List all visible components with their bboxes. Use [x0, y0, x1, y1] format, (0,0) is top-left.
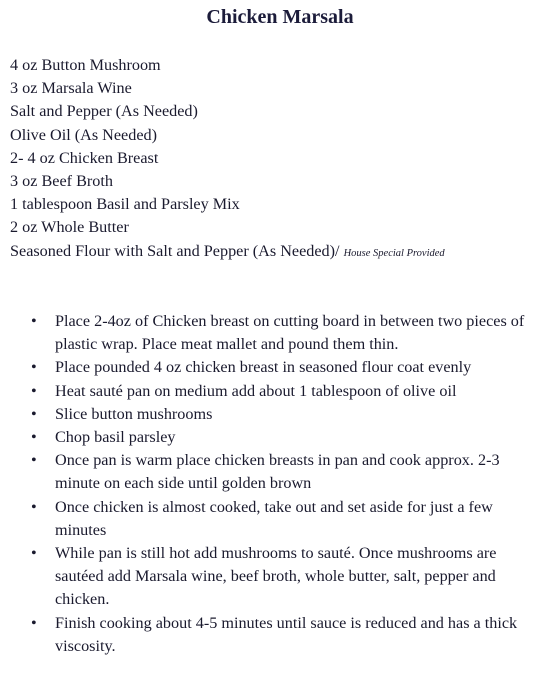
step-item: [31, 403, 541, 426]
ingredient-item: Olive Oil (As Needed): [10, 125, 157, 144]
step-item: [31, 380, 541, 403]
ingredient-item: 2 oz Whole Butter: [10, 218, 129, 237]
step-item: [31, 310, 541, 356]
step-item: [31, 449, 541, 495]
ingredient-item: 3 oz Beef Broth: [10, 172, 113, 191]
step-item: [31, 542, 541, 612]
step-text: Once chicken is almost cooked, take out and set aside for just a few minutes: [55, 497, 493, 539]
bullet-icon: •: [31, 381, 37, 400]
ingredient-item: 2- 4 oz Chicken Breast: [10, 148, 159, 167]
bullet-icon: •: [31, 451, 37, 470]
bullet-icon: •: [31, 312, 37, 330]
step-text: Finish cooking about 4-5 minutes until sauce is reduced and has a thick viscosity.: [55, 613, 518, 655]
bullet-icon: •: [31, 497, 37, 516]
step-text: Place pounded 4 oz chicken breast in seasoned flour coat evenly: [55, 358, 472, 377]
step-text: While pan is still hot add mushrooms to sauté. Once mushrooms are sautéed add Marsala wine, beef broth, whole butter, salt, pepper and chicken.: [55, 544, 497, 609]
ingredient-item: [10, 240, 555, 265]
ingredient-item: Salt and Pepper (As Needed): [10, 102, 198, 121]
recipe-title: Chicken Marsala: [206, 6, 354, 28]
step-list: [31, 310, 541, 658]
ingredient-text: Seasoned Flour with Salt and Pepper (As Needed)/: [10, 241, 340, 260]
bullet-icon: •: [31, 404, 37, 423]
step-text: Place 2-4oz of Chicken breast on cutting board in between two pieces of plastic wrap. Place meat mallet and pound them thin.: [55, 312, 525, 354]
step-text: Chop basil parsley: [55, 428, 176, 447]
bullet-icon: •: [31, 358, 37, 377]
step-item: [31, 356, 541, 379]
ingredient-item: 4 oz Button Mushroom: [10, 56, 161, 74]
ingredient-note: House Special Provided: [343, 247, 445, 259]
step-item: [31, 496, 541, 542]
step-text: Heat sauté pan on medium add about 1 tablespoon of olive oil: [55, 381, 457, 400]
step-text: Once pan is warm place chicken breasts in pan and cook approx. 2-3 minute on each side until golden brown: [55, 451, 500, 493]
ingredient-list: [10, 54, 555, 265]
bullet-icon: •: [31, 613, 37, 632]
step-text: Slice button mushrooms: [55, 404, 213, 423]
step-item: [31, 426, 541, 449]
bullet-icon: •: [31, 428, 37, 447]
step-item: [31, 612, 541, 658]
ingredient-item: 3 oz Marsala Wine: [10, 79, 132, 98]
ingredient-item: 1 tablespoon Basil and Parsley Mix: [10, 195, 240, 214]
bullet-icon: •: [31, 544, 37, 563]
